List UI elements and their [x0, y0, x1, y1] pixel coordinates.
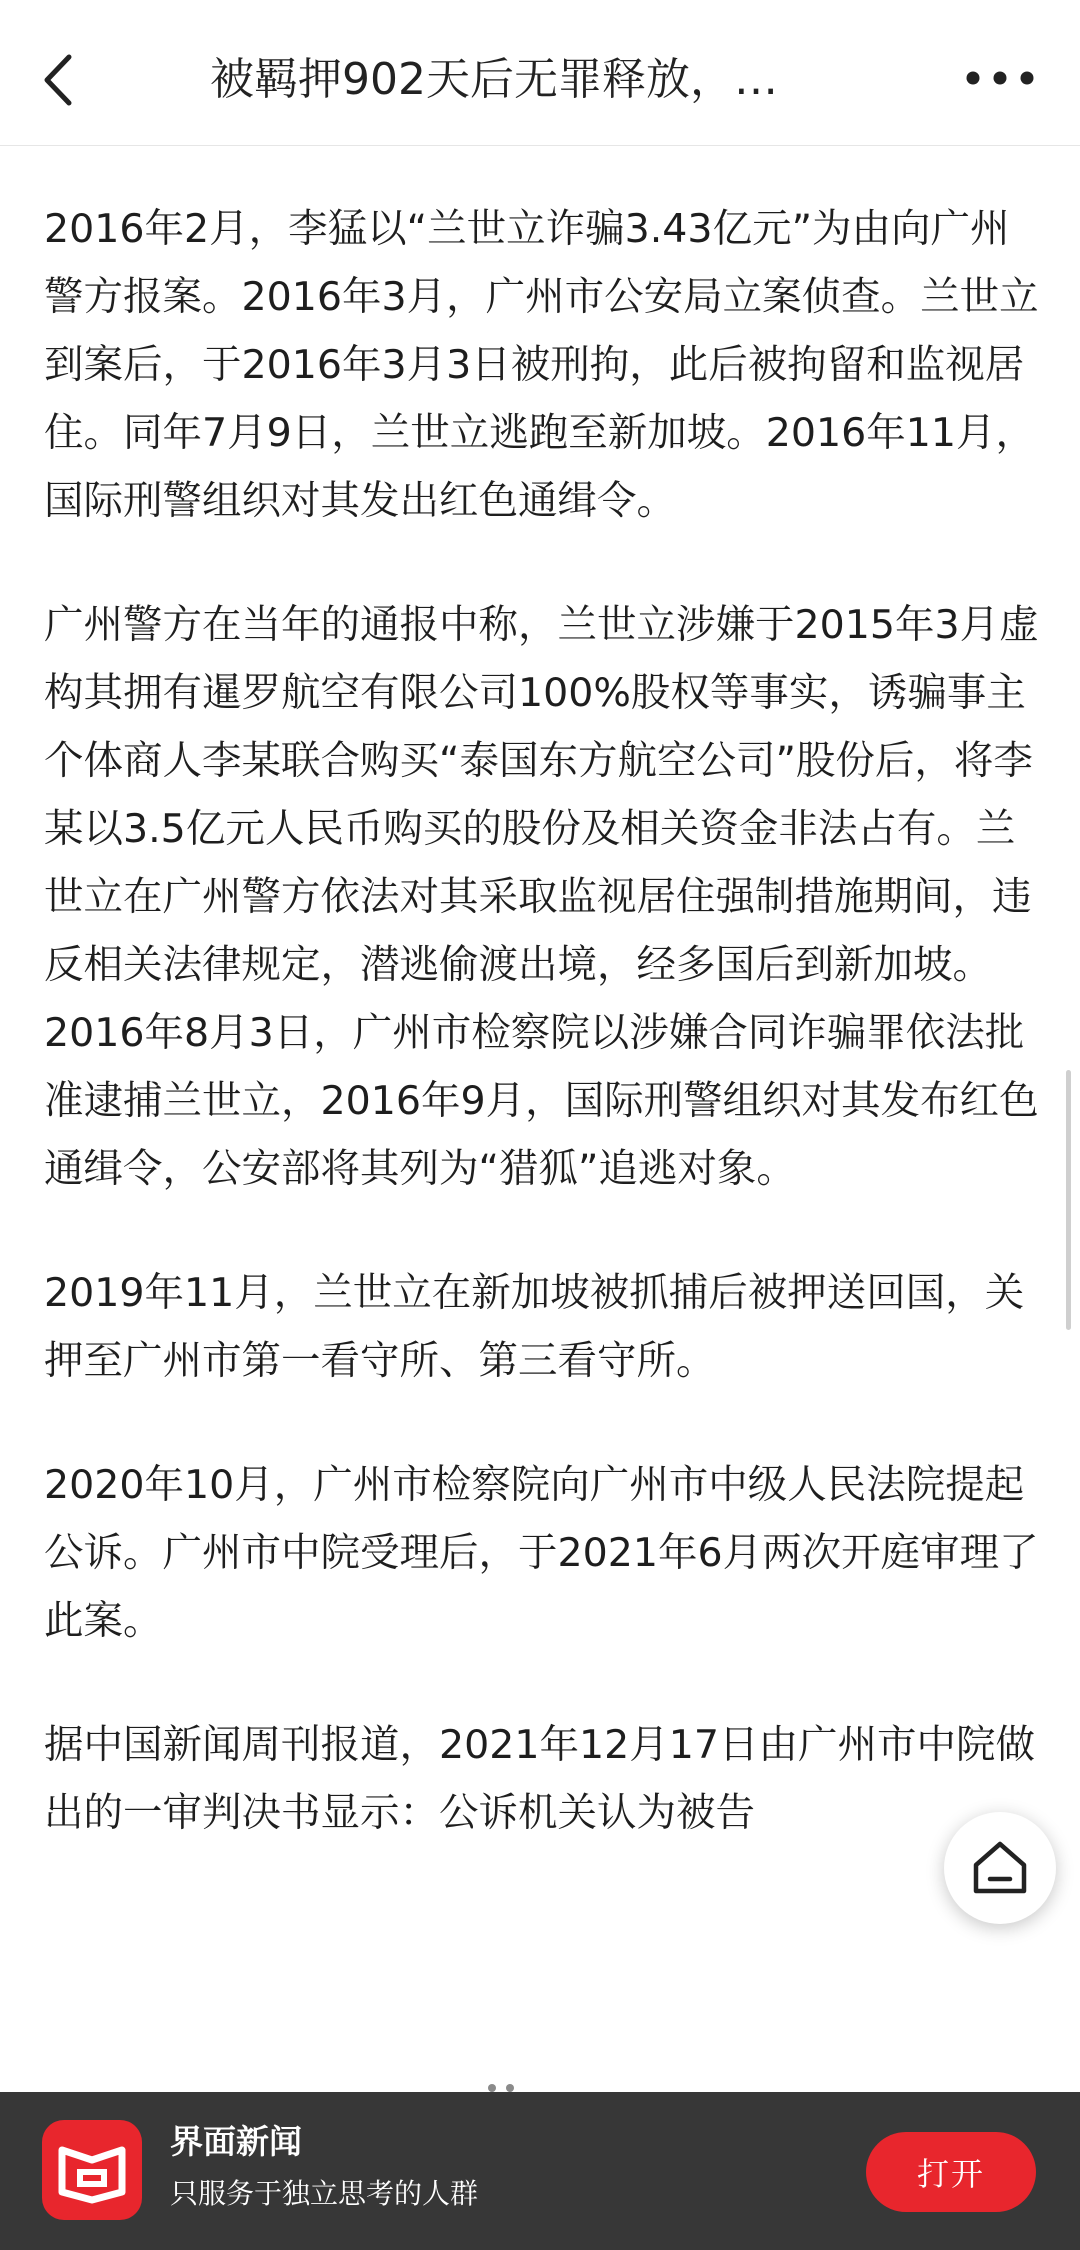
pager-dot [488, 2084, 496, 2092]
pager-dot [506, 2084, 514, 2092]
article-body [44, 195, 1044, 1903]
app-download-banner[interactable] [0, 2092, 1080, 2250]
more-dots-icon [965, 70, 1035, 86]
app-name: 界面新闻 [170, 2122, 302, 2161]
article-paragraph: 据中国新闻周刊报道，2021年12月17日由广州市中院做出的一审判决书显示：公诉机关认为被告 [44, 1722, 1036, 1836]
article-paragraph: 2019年11月，兰世立在新加坡被抓捕后被押送回国，关押至广州市第一看守所、第三看守所。 [44, 1270, 1025, 1384]
pager-dot [470, 2084, 478, 2092]
chevron-left-icon [43, 54, 73, 106]
home-button[interactable] [944, 1812, 1056, 1924]
article-paragraph: 2020年10月，广州市检察院向广州市中级人民法院提起公诉。广州市中院受理后，于2021年6月两次开庭审理了此案。 [44, 1462, 1039, 1644]
article-paragraph: 广州警方在当年的通报中称，兰世立涉嫌于2015年3月虚构其拥有暹罗航空有限公司100%股权等事实，诱骗事主个体商人李某联合购买“泰国东方航空公司”股份后，将李某以3.5亿元人民币购买的股份及相关资金非法占有。兰世立在广州警方依法对其采取监视居住强制措施期间，违反相关法律规定，潜逃偷渡出境，经多国后到新加坡。2016年8月3日，广州市检察院以涉嫌合同诈骗罪依法批准逮捕兰世立，2016年9月，国际刑警组织对其发布红色通缉令，公安部将其列为“猎狐”追逃对象。 [44, 602, 1039, 1192]
jiemian-logo-icon [42, 2120, 142, 2220]
app-slogan: 只服务于独立思考的人群 [170, 2177, 479, 2210]
article-paragraph: 2016年2月，李猛以“兰世立诈骗3.43亿元”为由向广州警方报案。2016年3月，广州市公安局立案侦查。兰世立到案后，于2016年3月3日被刑拘，此后被拘留和监视居住。同年7月9日，兰世立逃跑至新加坡。2016年11月，国际刑警组织对其发出红色通缉令。 [44, 206, 1039, 524]
pager-dots [470, 2084, 514, 2092]
home-icon [970, 1839, 1030, 1897]
page-title: 被羁押902天后无罪释放，… [210, 54, 778, 105]
scrollbar[interactable] [1066, 1070, 1071, 1330]
more-button[interactable] [960, 58, 1040, 98]
back-button[interactable] [28, 40, 88, 120]
open-app-button[interactable]: 打开 [866, 2132, 1036, 2212]
top-navigation-bar [0, 0, 1080, 146]
